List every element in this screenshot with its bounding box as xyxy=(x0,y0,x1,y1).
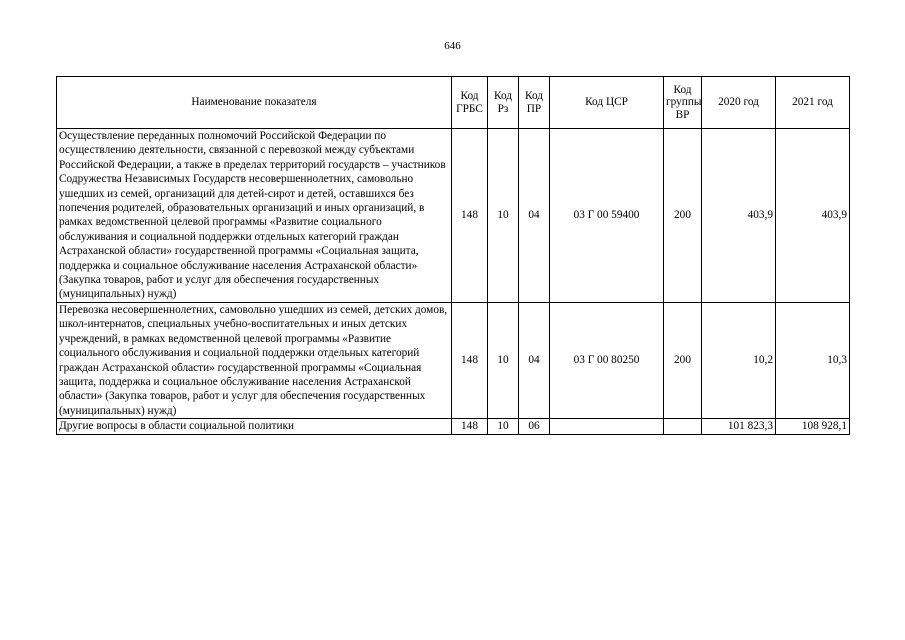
row-csr: 03 Г 00 80250 xyxy=(550,302,664,418)
page-number: 646 xyxy=(444,40,461,52)
row-2020: 101 823,3 xyxy=(702,419,776,434)
row-name: Осуществление переданных полномочий Российской Федерации по осуществлению деятельности, связанной с перевозкой между субъектами Российской Федерации, а также в пределах территорий государств – участников Содружества Независимых Государств несовершеннолетних, самовольно ушедших из семей, организаций для детей-сирот и детей, оставшихся без попечения родителей, образовательных организаций и иных организаций, в рамках ведомственной целевой программы «Развитие социального обслуживания и социальной поддержки отдельных категорий граждан Астраханской области» государственной программы «Социальная защита, поддержка и социальное обслуживание населения Астраханской области» (Закупка товаров, работ и услуг для обеспечения государственных (муниципальных) нужд) xyxy=(57,129,452,303)
row-name: Другие вопросы в области социальной политики xyxy=(57,419,452,434)
row-grbs: 148 xyxy=(452,302,488,418)
row-rz: 10 xyxy=(488,419,519,434)
row-csr: 03 Г 00 59400 xyxy=(550,129,664,303)
row-2020: 10,2 xyxy=(702,302,776,418)
row-grbs: 148 xyxy=(452,129,488,303)
row-pr: 04 xyxy=(519,129,550,303)
row-pr: 04 xyxy=(519,302,550,418)
row-name: Перевозка несовершеннолетних, самовольно ушедших из семей, детских домов, школ-интернатов, специальных учебно-воспитательных и иных детских учреждений, в рамках ведомственной целевой программы «Развитие социального обслуживания и социальной поддержки отдельных категорий граждан Астраханской области» государственной программы «Социальная защита, поддержка и социальное обслуживание населения Астраханской области» (Закупка товаров, работ и услуг для обеспечения государственных (муниципальных) нужд) xyxy=(57,302,452,418)
row-grbs: 148 xyxy=(452,419,488,434)
row-vr: 200 xyxy=(664,129,702,303)
header-grbs: Код ГРБС xyxy=(452,77,488,129)
header-pr: Код ПР xyxy=(519,77,550,129)
header-name: Наименование показателя xyxy=(57,77,452,129)
table-row xyxy=(57,302,850,418)
table-header-row xyxy=(57,77,850,129)
row-csr xyxy=(550,419,664,434)
header-rz: Код Рз xyxy=(488,77,519,129)
header-vr: Код группы ВР xyxy=(664,77,702,129)
budget-table xyxy=(56,76,850,435)
row-2020: 403,9 xyxy=(702,129,776,303)
table-row xyxy=(57,419,850,434)
row-vr: 200 xyxy=(664,302,702,418)
row-2021: 108 928,1 xyxy=(776,419,850,434)
row-vr xyxy=(664,419,702,434)
row-rz: 10 xyxy=(488,302,519,418)
row-rz: 10 xyxy=(488,129,519,303)
header-csr: Код ЦСР xyxy=(550,77,664,129)
row-pr: 06 xyxy=(519,419,550,434)
row-2021: 403,9 xyxy=(776,129,850,303)
table-row xyxy=(57,129,850,303)
header-2020: 2020 год xyxy=(702,77,776,129)
row-2021: 10,3 xyxy=(776,302,850,418)
header-2021: 2021 год xyxy=(776,77,850,129)
